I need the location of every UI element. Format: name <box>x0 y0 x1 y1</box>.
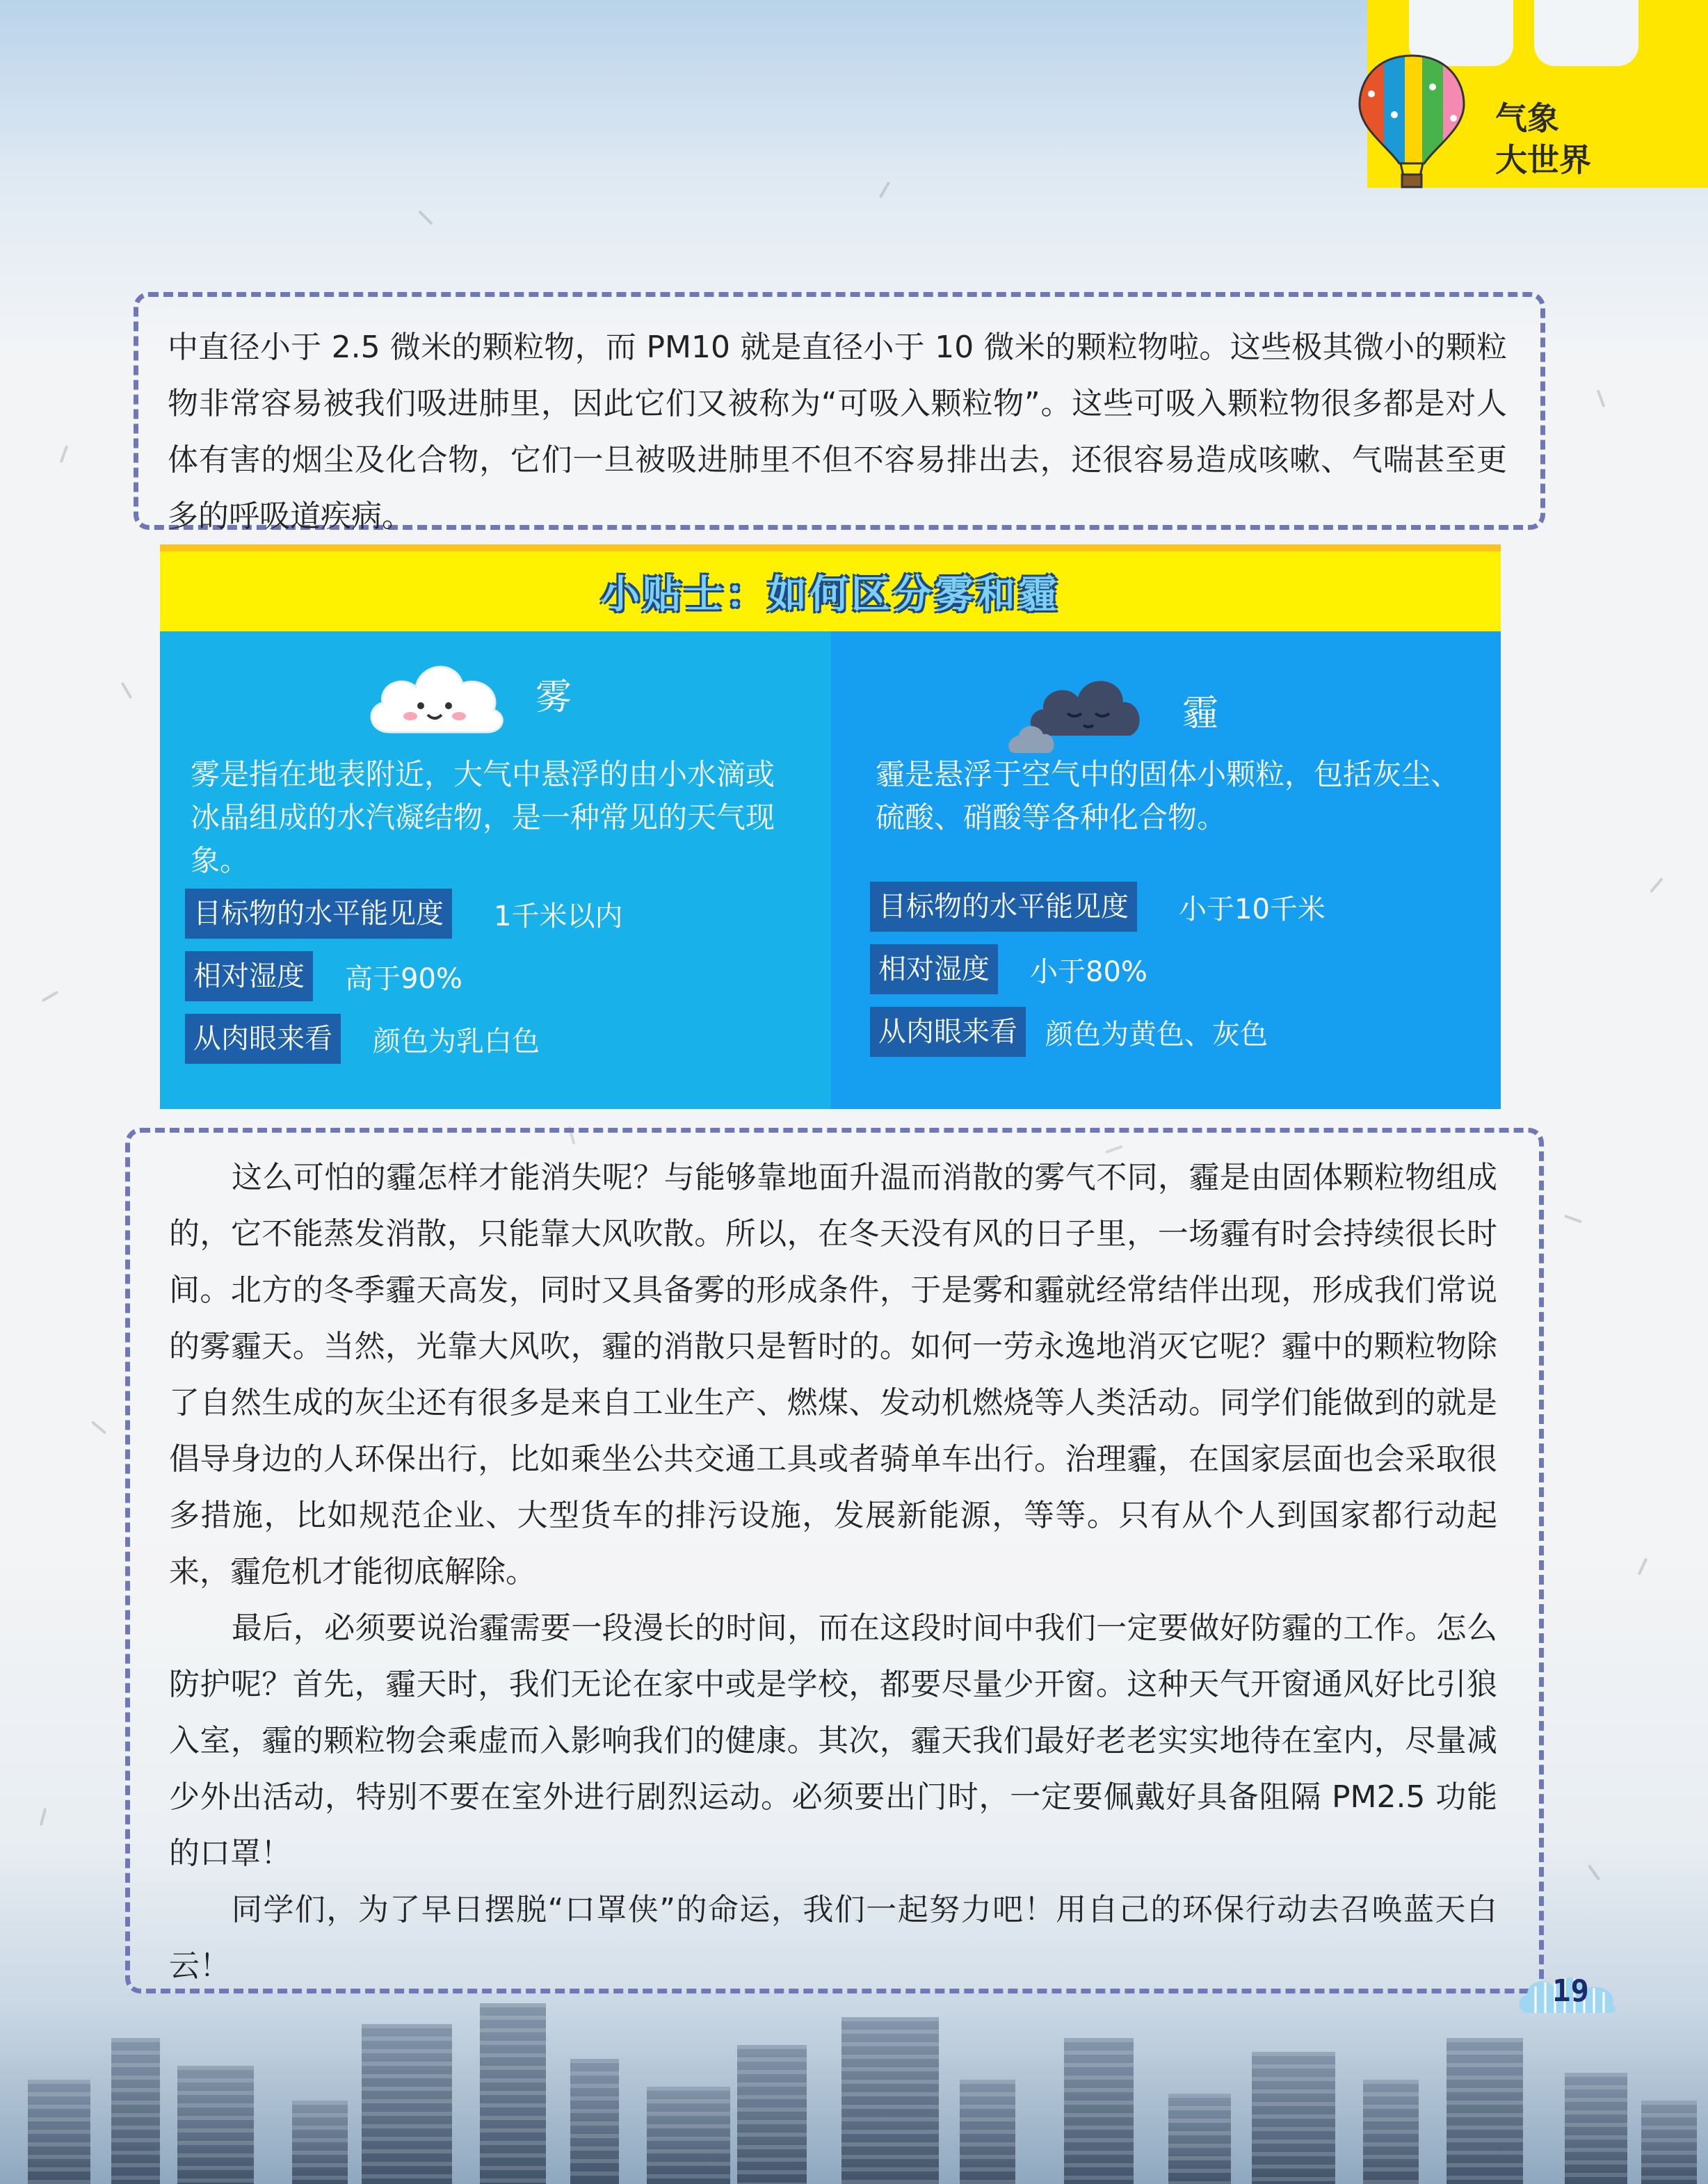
paragraph-2: 最后，必须要说治霾需要一段漫长的时间，而在这段时间中我们一定要做好防霾的工作。怎么防护呢？首先，霾天时，我们无论在家中或是学校，都要尽量少开窗。这种天气开窗通风好比引狼入室，霾的颗粒物会乘虚而入影响我们的健康。其次，霾天我们最好老老实实地待在室内，尽量减少外出活动，特别不要在室外进行剧烈运动。必须要出门时，一定要佩戴好具备阻隔 PM2.5 功能的口罩！ <box>169 1610 1497 1871</box>
haze-row-visibility <box>870 882 1326 932</box>
sleepy-dark-cloud-icon <box>1008 659 1147 757</box>
paragraph-3: 同学们，为了早日摆脱“口罩侠”的命运，我们一起努力吧！用自己的环保行动去召唤蓝天白云！ <box>169 1892 1497 1984</box>
fog-column <box>160 631 831 1109</box>
haze-visibility-label: 目标物的水平能见度 <box>870 882 1137 932</box>
haze-humidity-label: 相对湿度 <box>870 944 998 994</box>
fog-humidity-label: 相对湿度 <box>185 951 313 1001</box>
haze-humidity-value: 小于80% <box>1030 955 1147 988</box>
tips-panel <box>160 544 1501 1109</box>
haze-row-color <box>870 1007 1268 1057</box>
fog-row-humidity <box>185 951 462 1001</box>
section-title <box>1495 97 1591 181</box>
fog-color-label: 从肉眼来看 <box>185 1014 341 1064</box>
fog-heading: 雾 <box>535 677 572 718</box>
fog-row-color <box>185 1014 540 1064</box>
section-title-line2: 大世界 <box>1495 141 1591 179</box>
fog-visibility-value: 1千米以内 <box>494 900 623 932</box>
smiling-cloud-icon <box>362 649 508 739</box>
section-title-line1: 气象 <box>1495 99 1559 137</box>
fog-color-value: 颜色为乳白色 <box>373 1025 540 1058</box>
tips-title: 小贴士：如何区分雾和霾 <box>601 572 1060 617</box>
haze-heading: 霾 <box>1182 693 1219 734</box>
tips-title-bar <box>160 544 1501 631</box>
haze-visibility-value: 小于10千米 <box>1179 893 1326 925</box>
fog-description: 雾是指在地表附近，大气中悬浮的由小水滴或冰晶组成的水汽凝结物，是一种常见的天气现象。 <box>191 757 775 877</box>
hot-air-balloon-icon <box>1356 52 1467 191</box>
intro-text-box <box>134 292 1545 534</box>
fog-visibility-label: 目标物的水平能见度 <box>185 889 452 939</box>
haze-description: 霾是悬浮于空气中的固体小颗粒，包括灰尘、硫酸、硝酸等各种化合物。 <box>876 757 1460 834</box>
haze-row-humidity <box>870 944 1147 994</box>
intro-paragraph: 中直径小于 2.5 微米的颗粒物，而 PM10 就是直径小于 10 微米的颗粒物啦。这些极其微小的颗粒物非常容易被我们吸进肺里，因此它们又被称为“可吸入颗粒物”。这些可吸入颗粒物很多都是对人体有害的烟尘及化合物，它们一旦被吸进肺里不但不容易排出去，还很容易造成咳嗽、气喘甚至更多的呼吸道疾病。 <box>168 330 1507 534</box>
haze-column <box>831 631 1501 1109</box>
main-text-box <box>125 1128 1544 1993</box>
page-number: 19 <box>1552 1973 1589 2009</box>
haze-color-label: 从肉眼来看 <box>870 1007 1026 1057</box>
fog-humidity-value: 高于90% <box>345 962 462 995</box>
paragraph-1: 这么可怕的霾怎样才能消失呢？与能够靠地面升温而消散的雾气不同，霾是由固体颗粒物组成的，它不能蒸发消散，只能靠大风吹散。所以，在冬天没有风的日子里，一场霾有时会持续很长时间。北方的冬季霾天高发，同时又具备雾的形成条件，于是雾和霾就经常结伴出现，形成我们常说的雾霾天。当然，光靠大风吹，霾的消散只是暂时的。如何一劳永逸地消灭它呢？霾中的颗粒物除了自然生成的灰尘还有很多是来自工业生产、燃煤、发动机燃烧等人类活动。同学们能做到的就是倡导身边的人环保出行，比如乘坐公共交通工具或者骑单车出行。治理霾，在国家层面也会采取很多措施，比如规范企业、大型货车的排污设施，发展新能源，等等。只有从个人到国家都行动起来，霾危机才能彻底解除。 <box>169 1160 1497 1590</box>
haze-color-value: 颜色为黄色、灰色 <box>1045 1018 1268 1051</box>
fog-row-visibility <box>185 889 622 939</box>
